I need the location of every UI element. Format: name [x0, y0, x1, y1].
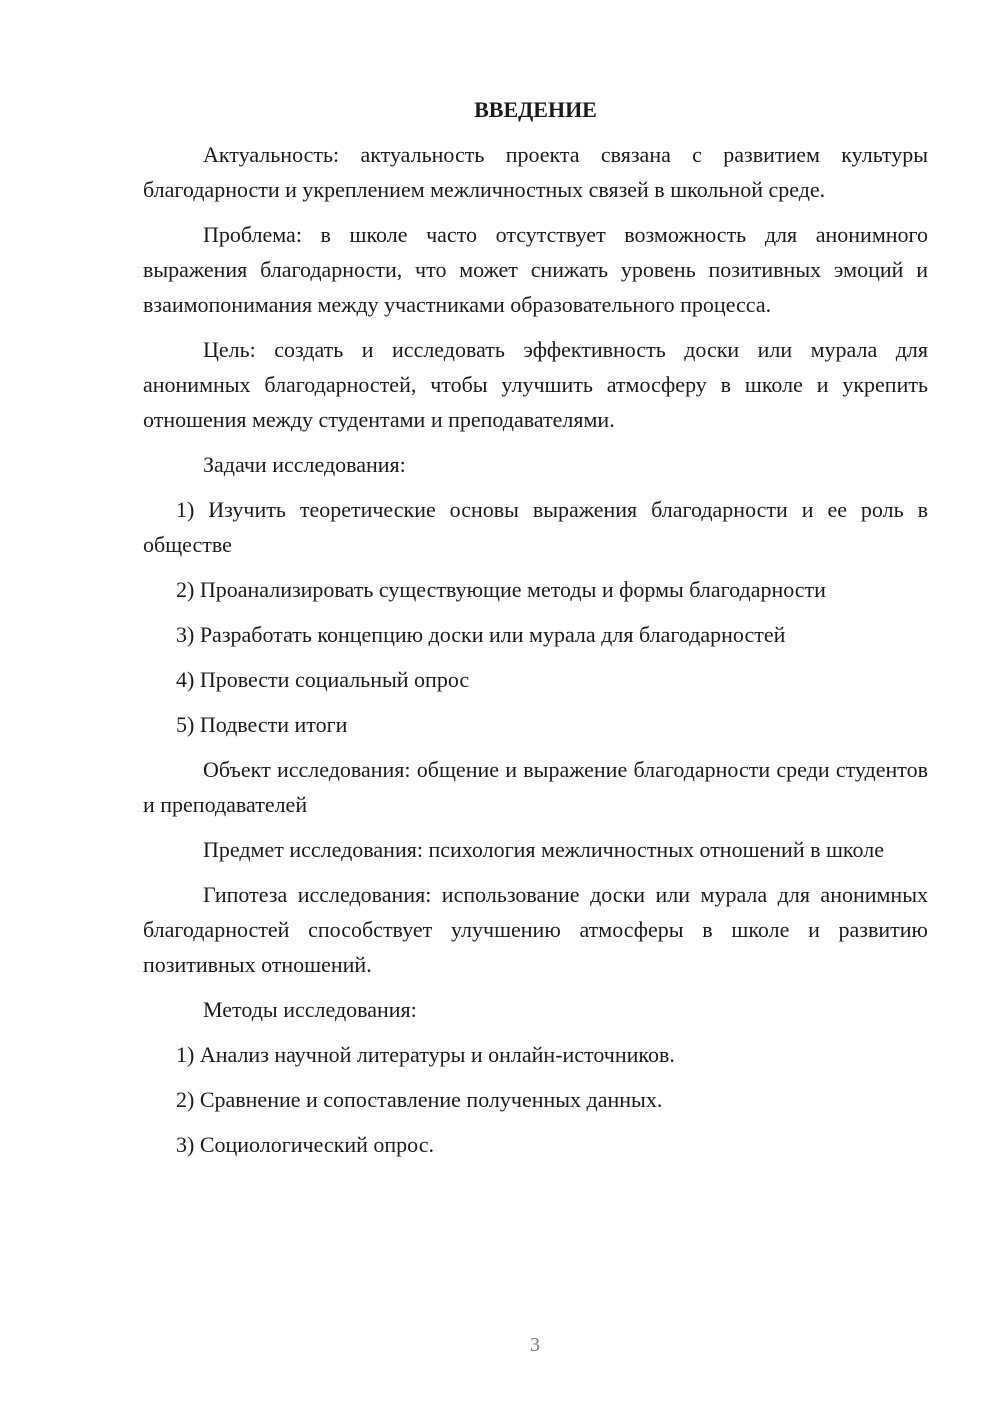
tasks-heading: Задачи исследования:: [203, 452, 406, 477]
task-item-3: 3) Разработать концепцию доски или мурала для благодарностей: [176, 622, 786, 647]
method-item-3: 3) Социологический опрос.: [176, 1132, 434, 1157]
method-item-2: 2) Сравнение и сопоставление полученных данных.: [176, 1087, 663, 1112]
tasks-list: [143, 492, 928, 742]
hypothesis-paragraph: Гипотеза исследования: использование доски или мурала для анонимных благодарностей способствует улучшению атмосферы в школе и развитию позитивных отношений.: [143, 882, 928, 977]
method-item-1: 1) Анализ научной литературы и онлайн-источников.: [176, 1042, 675, 1067]
section-title: ВВЕДЕНИЕ: [474, 97, 597, 122]
task-item-1: 1) Изучить теоретические основы выражения благодарности и ее роль в обществе: [143, 497, 928, 557]
problem-paragraph: Проблема: в школе часто отсутствует возможность для анонимного выражения благодарности, что может снижать уровень позитивных эмоций и взаимопонимания между участниками образовательного процесса.: [143, 222, 928, 317]
object-paragraph: Объект исследования: общение и выражение благодарности среди студентов и преподавателей: [143, 757, 928, 817]
goal-paragraph: Цель: создать и исследовать эффективность доски или мурала для анонимных благодарностей, чтобы улучшить атмосферу в школе и укрепить отношения между студентами и преподавателями.: [143, 337, 928, 432]
page-number: 3: [530, 1334, 540, 1356]
page-content: [143, 92, 928, 1172]
task-item-5: 5) Подвести итоги: [176, 712, 348, 737]
methods-heading: Методы исследования:: [203, 997, 417, 1022]
task-item-2: 2) Проанализировать существующие методы и формы благодарности: [176, 577, 826, 602]
methods-list: [143, 1037, 928, 1162]
relevance-paragraph: Актуальность: актуальность проекта связана с развитием культуры благодарности и укреплением межличностных связей в школьной среде.: [143, 142, 928, 202]
subject-paragraph: Предмет исследования: психология межличностных отношений в школе: [203, 837, 884, 862]
task-item-4: 4) Провести социальный опрос: [176, 667, 470, 692]
